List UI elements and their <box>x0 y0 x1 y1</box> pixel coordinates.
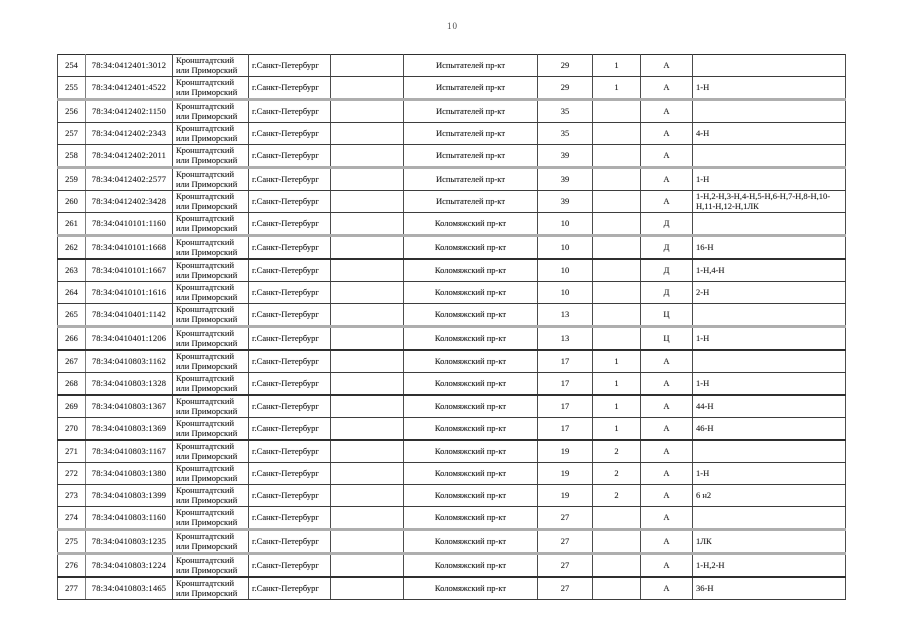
cell-city: г.Санкт-Петербург <box>249 554 331 578</box>
table-row <box>58 304 846 327</box>
cell-corp <box>593 213 641 236</box>
cell-district: Кронштадтский или Приморский <box>173 418 249 441</box>
cell-cadastral: 78:34:0410101:1616 <box>86 282 173 304</box>
cell-district: Кронштадтский или Приморский <box>173 213 249 236</box>
cell-cadastral: 78:34:0410803:1235 <box>86 530 173 554</box>
cell-premises: 1-Н <box>693 463 846 485</box>
cell-city: г.Санкт-Петербург <box>249 282 331 304</box>
cell-city: г.Санкт-Петербург <box>249 191 331 213</box>
cell-letter: А <box>641 577 693 600</box>
cell-cadastral: 78:34:0410101:1667 <box>86 259 173 282</box>
cell-house: 27 <box>538 554 593 578</box>
cell-locality <box>331 168 404 191</box>
cell-district: Кронштадтский или Приморский <box>173 145 249 168</box>
cell-num: 255 <box>58 77 86 100</box>
cell-premises: 1-Н,2-Н <box>693 554 846 578</box>
cell-premises <box>693 100 846 123</box>
cell-premises <box>693 507 846 530</box>
cell-district: Кронштадтский или Приморский <box>173 168 249 191</box>
cell-street: Коломяжский пр-кт <box>404 507 538 530</box>
cell-house: 13 <box>538 304 593 327</box>
cell-corp <box>593 145 641 168</box>
cell-corp: 2 <box>593 463 641 485</box>
cell-city: г.Санкт-Петербург <box>249 463 331 485</box>
cell-cadastral: 78:34:0410401:1142 <box>86 304 173 327</box>
cell-corp <box>593 168 641 191</box>
cell-street: Коломяжский пр-кт <box>404 577 538 600</box>
cell-premises <box>693 55 846 77</box>
cell-city: г.Санкт-Петербург <box>249 123 331 145</box>
cell-locality <box>331 77 404 100</box>
table-row <box>58 213 846 236</box>
cell-cadastral: 78:34:0410803:1328 <box>86 373 173 396</box>
cell-street: Коломяжский пр-кт <box>404 213 538 236</box>
cell-num: 267 <box>58 350 86 373</box>
cell-letter: Д <box>641 259 693 282</box>
cell-premises: 1ЛК <box>693 530 846 554</box>
cell-city: г.Санкт-Петербург <box>249 55 331 77</box>
cell-city: г.Санкт-Петербург <box>249 440 331 463</box>
cell-cadastral: 78:34:0410803:1465 <box>86 577 173 600</box>
cell-city: г.Санкт-Петербург <box>249 77 331 100</box>
table-row <box>58 123 846 145</box>
cell-premises <box>693 213 846 236</box>
cell-locality <box>331 259 404 282</box>
cell-locality <box>331 327 404 351</box>
cell-house: 29 <box>538 77 593 100</box>
cell-letter: Ц <box>641 304 693 327</box>
cell-premises: 44-Н <box>693 395 846 418</box>
table-row <box>58 395 846 418</box>
cell-street: Испытателей пр-кт <box>404 168 538 191</box>
cell-corp: 1 <box>593 77 641 100</box>
cell-city: г.Санкт-Петербург <box>249 259 331 282</box>
cell-house: 27 <box>538 530 593 554</box>
cell-street: Испытателей пр-кт <box>404 145 538 168</box>
cell-cadastral: 78:34:0410101:1160 <box>86 213 173 236</box>
cell-house: 10 <box>538 259 593 282</box>
cell-district: Кронштадтский или Приморский <box>173 507 249 530</box>
cell-locality <box>331 191 404 213</box>
cell-corp <box>593 282 641 304</box>
table-row <box>58 554 846 578</box>
cell-house: 19 <box>538 463 593 485</box>
table-row <box>58 463 846 485</box>
cell-district: Кронштадтский или Приморский <box>173 191 249 213</box>
table-row <box>58 440 846 463</box>
cell-house: 17 <box>538 418 593 441</box>
table-row <box>58 145 846 168</box>
cell-house: 27 <box>538 507 593 530</box>
cell-locality <box>331 350 404 373</box>
table-row <box>58 77 846 100</box>
cell-corp: 1 <box>593 418 641 441</box>
cell-premises: 1-Н <box>693 327 846 351</box>
cell-house: 17 <box>538 395 593 418</box>
cell-street: Коломяжский пр-кт <box>404 350 538 373</box>
table-row <box>58 168 846 191</box>
cell-house: 13 <box>538 327 593 351</box>
cell-locality <box>331 213 404 236</box>
cell-house: 10 <box>538 236 593 260</box>
cell-cadastral: 78:34:0410101:1668 <box>86 236 173 260</box>
cell-cadastral: 78:34:0410401:1206 <box>86 327 173 351</box>
cell-num: 260 <box>58 191 86 213</box>
cell-district: Кронштадтский или Приморский <box>173 554 249 578</box>
cell-city: г.Санкт-Петербург <box>249 485 331 507</box>
cell-district: Кронштадтский или Приморский <box>173 395 249 418</box>
cell-locality <box>331 530 404 554</box>
cell-num: 256 <box>58 100 86 123</box>
cell-cadastral: 78:34:0412402:2011 <box>86 145 173 168</box>
cell-district: Кронштадтский или Приморский <box>173 55 249 77</box>
cell-num: 271 <box>58 440 86 463</box>
cell-corp <box>593 554 641 578</box>
cell-street: Испытателей пр-кт <box>404 191 538 213</box>
cell-corp <box>593 507 641 530</box>
cell-num: 263 <box>58 259 86 282</box>
cell-city: г.Санкт-Петербург <box>249 236 331 260</box>
cell-premises: 1-Н,2-Н,3-Н,4-Н,5-Н,6-Н,7-Н,8-Н,10-Н,11-Н,12-Н,1ЛК <box>693 191 846 213</box>
cell-letter: А <box>641 123 693 145</box>
cell-letter: А <box>641 463 693 485</box>
cell-premises: 1-Н <box>693 77 846 100</box>
cell-premises: 4-Н <box>693 123 846 145</box>
cell-corp: 1 <box>593 350 641 373</box>
cell-street: Испытателей пр-кт <box>404 100 538 123</box>
cell-locality <box>331 485 404 507</box>
cell-num: 254 <box>58 55 86 77</box>
cell-cadastral: 78:34:0410803:1367 <box>86 395 173 418</box>
cell-locality <box>331 100 404 123</box>
cell-cadastral: 78:34:0410803:1399 <box>86 485 173 507</box>
cell-house: 17 <box>538 350 593 373</box>
cell-district: Кронштадтский или Приморский <box>173 373 249 396</box>
cell-house: 17 <box>538 373 593 396</box>
table-row <box>58 507 846 530</box>
cell-district: Кронштадтский или Приморский <box>173 304 249 327</box>
cell-city: г.Санкт-Петербург <box>249 530 331 554</box>
cell-district: Кронштадтский или Приморский <box>173 236 249 260</box>
cell-cadastral: 78:34:0412402:3428 <box>86 191 173 213</box>
cell-premises: 46-Н <box>693 418 846 441</box>
cell-num: 275 <box>58 530 86 554</box>
cell-house: 39 <box>538 168 593 191</box>
cell-num: 273 <box>58 485 86 507</box>
cell-num: 264 <box>58 282 86 304</box>
cell-locality <box>331 463 404 485</box>
cell-letter: А <box>641 418 693 441</box>
cell-premises: 6 н2 <box>693 485 846 507</box>
cell-num: 262 <box>58 236 86 260</box>
cell-letter: Д <box>641 282 693 304</box>
cell-cadastral: 78:34:0410803:1369 <box>86 418 173 441</box>
cell-district: Кронштадтский или Приморский <box>173 282 249 304</box>
cell-cadastral: 78:34:0412402:2343 <box>86 123 173 145</box>
cell-city: г.Санкт-Петербург <box>249 327 331 351</box>
cell-letter: Ц <box>641 327 693 351</box>
cell-district: Кронштадтский или Приморский <box>173 530 249 554</box>
cell-corp <box>593 191 641 213</box>
cell-street: Коломяжский пр-кт <box>404 530 538 554</box>
cell-cadastral: 78:34:0410803:1162 <box>86 350 173 373</box>
cell-street: Коломяжский пр-кт <box>404 554 538 578</box>
cell-city: г.Санкт-Петербург <box>249 213 331 236</box>
cell-letter: А <box>641 55 693 77</box>
cell-letter: А <box>641 77 693 100</box>
cell-locality <box>331 282 404 304</box>
cell-locality <box>331 507 404 530</box>
cell-city: г.Санкт-Петербург <box>249 507 331 530</box>
cell-premises: 16-Н <box>693 236 846 260</box>
cell-locality <box>331 373 404 396</box>
cell-corp <box>593 530 641 554</box>
cell-city: г.Санкт-Петербург <box>249 350 331 373</box>
cell-num: 261 <box>58 213 86 236</box>
cell-letter: А <box>641 168 693 191</box>
table-row <box>58 485 846 507</box>
cell-premises <box>693 304 846 327</box>
cell-num: 258 <box>58 145 86 168</box>
cell-district: Кронштадтский или Приморский <box>173 77 249 100</box>
cell-locality <box>331 123 404 145</box>
cell-street: Коломяжский пр-кт <box>404 236 538 260</box>
cell-locality <box>331 577 404 600</box>
cell-letter: А <box>641 373 693 396</box>
cell-district: Кронштадтский или Приморский <box>173 463 249 485</box>
cell-corp <box>593 236 641 260</box>
table-body <box>58 55 846 600</box>
cell-house: 35 <box>538 100 593 123</box>
cell-corp <box>593 577 641 600</box>
table-row <box>58 55 846 77</box>
cell-corp <box>593 259 641 282</box>
cell-city: г.Санкт-Петербург <box>249 373 331 396</box>
cell-num: 257 <box>58 123 86 145</box>
table-row <box>58 259 846 282</box>
cell-corp: 1 <box>593 55 641 77</box>
cell-corp <box>593 327 641 351</box>
cell-premises: 1-Н <box>693 373 846 396</box>
cell-letter: А <box>641 507 693 530</box>
cadastral-table <box>57 54 846 600</box>
cell-district: Кронштадтский или Приморский <box>173 259 249 282</box>
cell-house: 19 <box>538 485 593 507</box>
cell-corp: 1 <box>593 395 641 418</box>
cell-street: Коломяжский пр-кт <box>404 327 538 351</box>
cell-street: Коломяжский пр-кт <box>404 395 538 418</box>
cell-house: 39 <box>538 145 593 168</box>
cell-house: 10 <box>538 282 593 304</box>
cell-premises <box>693 145 846 168</box>
cell-cadastral: 78:34:0412402:1150 <box>86 100 173 123</box>
cell-corp: 2 <box>593 440 641 463</box>
cell-letter: А <box>641 395 693 418</box>
table-row <box>58 236 846 260</box>
cell-locality <box>331 440 404 463</box>
cell-city: г.Санкт-Петербург <box>249 304 331 327</box>
cell-letter: Д <box>641 213 693 236</box>
cell-locality <box>331 554 404 578</box>
cell-num: 268 <box>58 373 86 396</box>
cell-num: 259 <box>58 168 86 191</box>
table-row <box>58 530 846 554</box>
cell-city: г.Санкт-Петербург <box>249 418 331 441</box>
cell-corp: 1 <box>593 373 641 396</box>
cell-locality <box>331 145 404 168</box>
cell-premises: 1-Н <box>693 168 846 191</box>
cell-corp <box>593 304 641 327</box>
cell-cadastral: 78:34:0412401:4522 <box>86 77 173 100</box>
cell-city: г.Санкт-Петербург <box>249 145 331 168</box>
cell-num: 270 <box>58 418 86 441</box>
table-row <box>58 100 846 123</box>
table-row <box>58 282 846 304</box>
cell-cadastral: 78:34:0410803:1224 <box>86 554 173 578</box>
cell-locality <box>331 55 404 77</box>
cell-street: Коломяжский пр-кт <box>404 440 538 463</box>
cell-street: Коломяжский пр-кт <box>404 373 538 396</box>
cell-district: Кронштадтский или Приморский <box>173 123 249 145</box>
table-row <box>58 577 846 600</box>
table-row <box>58 327 846 351</box>
table-row <box>58 418 846 441</box>
cell-premises <box>693 350 846 373</box>
cell-letter: А <box>641 191 693 213</box>
table-row <box>58 373 846 396</box>
cell-num: 266 <box>58 327 86 351</box>
cell-num: 276 <box>58 554 86 578</box>
cell-city: г.Санкт-Петербург <box>249 577 331 600</box>
cell-cadastral: 78:34:0412402:2577 <box>86 168 173 191</box>
cell-letter: А <box>641 350 693 373</box>
cell-street: Коломяжский пр-кт <box>404 282 538 304</box>
cell-letter: Д <box>641 236 693 260</box>
cell-premises: 1-Н,4-Н <box>693 259 846 282</box>
cell-district: Кронштадтский или Приморский <box>173 485 249 507</box>
cell-street: Коломяжский пр-кт <box>404 259 538 282</box>
cell-num: 269 <box>58 395 86 418</box>
cell-street: Коломяжский пр-кт <box>404 304 538 327</box>
cell-house: 35 <box>538 123 593 145</box>
cell-premises <box>693 440 846 463</box>
cell-letter: А <box>641 485 693 507</box>
cell-corp <box>593 100 641 123</box>
cell-locality <box>331 395 404 418</box>
cell-corp: 2 <box>593 485 641 507</box>
cell-house: 10 <box>538 213 593 236</box>
cell-street: Коломяжский пр-кт <box>404 463 538 485</box>
cell-letter: А <box>641 100 693 123</box>
cell-num: 277 <box>58 577 86 600</box>
cell-house: 39 <box>538 191 593 213</box>
cell-num: 274 <box>58 507 86 530</box>
cell-locality <box>331 418 404 441</box>
cell-street: Испытателей пр-кт <box>404 55 538 77</box>
cell-cadastral: 78:34:0410803:1380 <box>86 463 173 485</box>
cell-corp <box>593 123 641 145</box>
cell-num: 272 <box>58 463 86 485</box>
cell-street: Коломяжский пр-кт <box>404 485 538 507</box>
cell-district: Кронштадтский или Приморский <box>173 350 249 373</box>
cell-premises: 36-Н <box>693 577 846 600</box>
cell-letter: А <box>641 440 693 463</box>
cell-district: Кронштадтский или Приморский <box>173 100 249 123</box>
cell-street: Испытателей пр-кт <box>404 123 538 145</box>
cell-locality <box>331 304 404 327</box>
cell-city: г.Санкт-Петербург <box>249 395 331 418</box>
cell-street: Испытателей пр-кт <box>404 77 538 100</box>
cell-district: Кронштадтский или Приморский <box>173 327 249 351</box>
table-row <box>58 350 846 373</box>
cell-city: г.Санкт-Петербург <box>249 100 331 123</box>
cell-letter: А <box>641 530 693 554</box>
cell-district: Кронштадтский или Приморский <box>173 440 249 463</box>
cell-district: Кронштадтский или Приморский <box>173 577 249 600</box>
cell-cadastral: 78:34:0412401:3012 <box>86 55 173 77</box>
cell-house: 27 <box>538 577 593 600</box>
cell-cadastral: 78:34:0410803:1167 <box>86 440 173 463</box>
cell-cadastral: 78:34:0410803:1160 <box>86 507 173 530</box>
cell-house: 29 <box>538 55 593 77</box>
cell-city: г.Санкт-Петербург <box>249 168 331 191</box>
cell-premises: 2-Н <box>693 282 846 304</box>
cell-locality <box>331 236 404 260</box>
cell-num: 265 <box>58 304 86 327</box>
page-number: 10 <box>447 21 458 31</box>
table-row <box>58 191 846 213</box>
cell-letter: А <box>641 554 693 578</box>
cell-letter: А <box>641 145 693 168</box>
cell-street: Коломяжский пр-кт <box>404 418 538 441</box>
cell-house: 19 <box>538 440 593 463</box>
